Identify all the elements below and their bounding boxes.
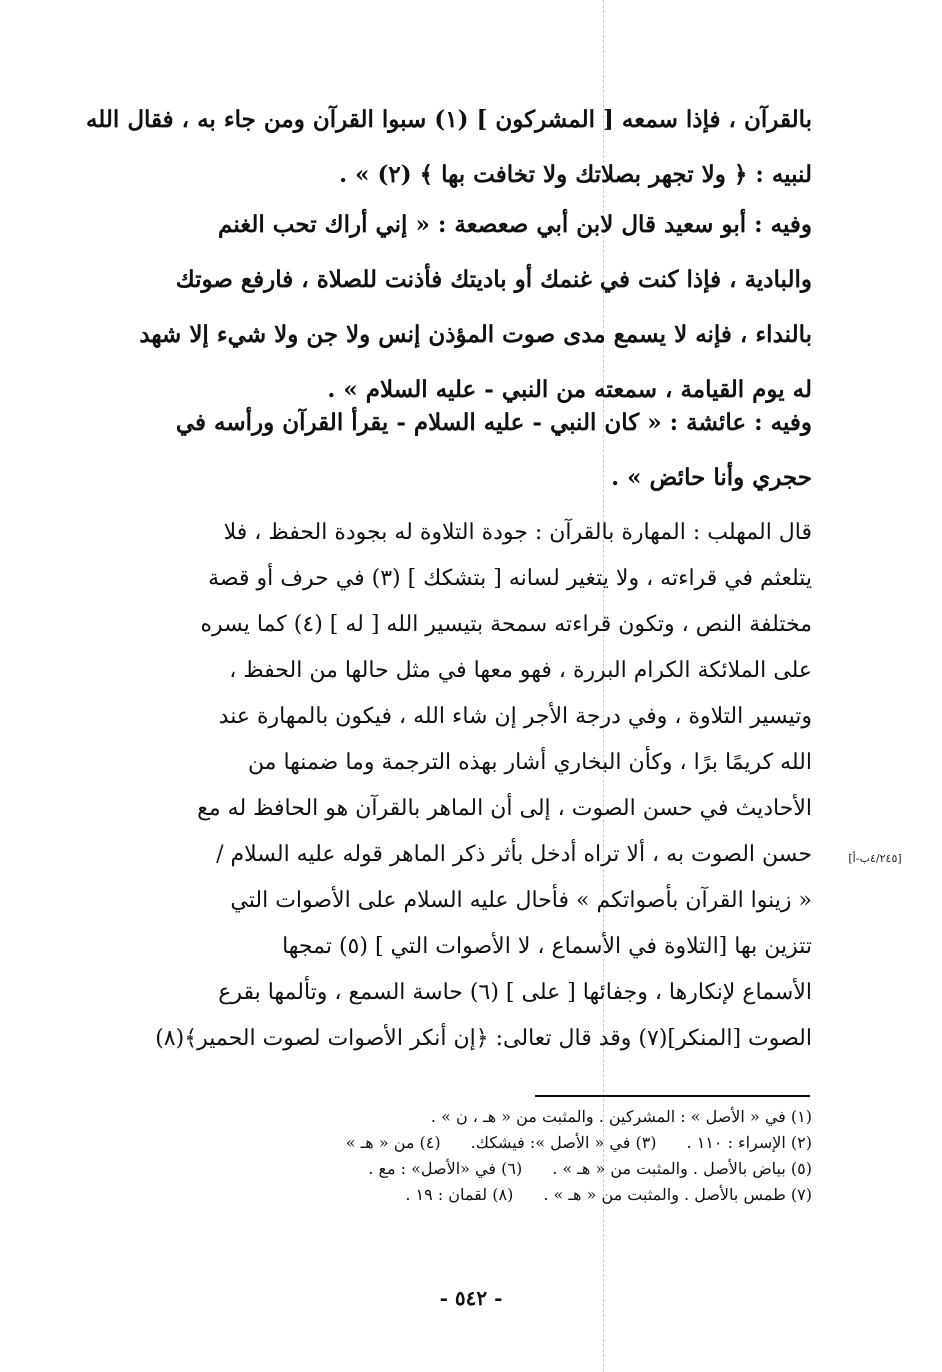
text-line: الأسماع لإنكارها ، وجفائها [ على ] (٦) حاسة السمع ، وتألمها بقرع bbox=[218, 980, 812, 1005]
manuscript-margin-reference: [٤/٢٤٥ب-أ] bbox=[848, 852, 902, 865]
text-line: بالنداء ، فإنه لا يسمع مدى صوت المؤذن إنس ولا جن ولا شيء إلا شهد bbox=[139, 321, 812, 348]
footnote: (٣) في « الأصل »: فيشكك. bbox=[470, 1133, 657, 1152]
paragraph-2 bbox=[130, 197, 812, 417]
text-line: وتيسير التلاوة ، وفي درجة الأجر إن شاء الله ، فيكون بالمهارة عند bbox=[218, 704, 812, 729]
text-line: « زينوا القرآن بأصواتكم » فأحال عليه السلام على الأصوات التي bbox=[230, 888, 812, 913]
footnote: (١) في « الأصل » : المشركين . والمثبت من « هـ ، ن » . bbox=[430, 1107, 812, 1126]
footnote: (٨) لقمان : ١٩ . bbox=[405, 1185, 514, 1204]
footnote: (٦) في «الأصل» : مع . bbox=[368, 1159, 523, 1178]
footnote-row bbox=[130, 1104, 812, 1130]
text-line: وفيه : أبو سعيد قال لابن أبي صعصعة : « إني أراك تحب الغنم bbox=[218, 211, 812, 238]
text-line: الله كريمًا برًا ، وكأن البخاري أشار بهذه الترجمة وما ضمنها من bbox=[247, 750, 812, 775]
footnote-separator bbox=[535, 1095, 810, 1097]
footnote-row bbox=[130, 1130, 812, 1156]
footnote-row bbox=[130, 1156, 812, 1182]
text-line: يتلعثم في قراءته ، ولا يتغير لسانه [ بتشكك ] (٣) في حرف أو قصة bbox=[208, 566, 812, 591]
text-line: الأحاديث في حسن الصوت ، إلى أن الماهر بالقرآن هو الحافظ له مع bbox=[197, 796, 812, 821]
text-line: على الملائكة الكرام البررة ، فهو معها في مثل حالها من الحفظ ، bbox=[229, 658, 812, 683]
footnote: (٢) الإسراء : ١١٠ . bbox=[686, 1133, 812, 1152]
footnote: (٧) طمس بالأصل . والمثبت من « هـ » . bbox=[543, 1185, 812, 1204]
footnote: (٤) من « هـ » bbox=[345, 1133, 441, 1152]
text-line: لنبيه : ﴿ ولا تجهر بصلاتك ولا تخافت بها ﴾ (٢) » . bbox=[339, 161, 812, 188]
text-line: تتزين بها [التلاوة في الأسماع ، لا الأصوات التي ] (٥) تمجها bbox=[282, 934, 812, 959]
paragraph-3 bbox=[130, 395, 812, 505]
text-line: مختلفة النص ، وتكون قراءته سمحة بتيسير الله [ له ] (٤) كما يسره bbox=[200, 612, 812, 637]
footnotes bbox=[130, 1104, 812, 1208]
text-line: حسن الصوت به ، ألا تراه أدخل بأثر ذكر الماهر قوله عليه السلام / bbox=[216, 842, 812, 867]
text-line: حجري وأنا حائض » . bbox=[611, 464, 812, 491]
text-line: بالقرآن ، فإذا سمعه [ المشركون ] (١) سبوا القرآن ومن جاء به ، فقال الله bbox=[85, 106, 812, 133]
paragraph-4 bbox=[130, 510, 812, 1062]
footnote: (٥) بياض بالأصل . والمثبت من « هـ » . bbox=[552, 1159, 812, 1178]
paragraph-1 bbox=[85, 92, 812, 202]
text-line: الصوت [المنكر](٧) وقد قال تعالى: ﴿إن أنكر الأصوات لصوت الحمير﴾(٨) bbox=[155, 1026, 812, 1051]
text-line: وفيه : عائشة : « كان النبي - عليه السلام - يقرأ القرآن ورأسه في bbox=[175, 409, 812, 436]
text-line: والبادية ، فإذا كنت في غنمك أو باديتك فأذنت للصلاة ، فارفع صوتك bbox=[175, 266, 812, 293]
text-line: قال المهلب : المهارة بالقرآن : جودة التلاوة له بجودة الحفظ ، فلا bbox=[223, 520, 812, 545]
page-number: - ٥٤٢ - bbox=[439, 1286, 503, 1310]
footnote-row bbox=[130, 1182, 812, 1208]
text-line: له يوم القيامة ، سمعته من النبي - عليه السلام » . bbox=[327, 376, 812, 403]
